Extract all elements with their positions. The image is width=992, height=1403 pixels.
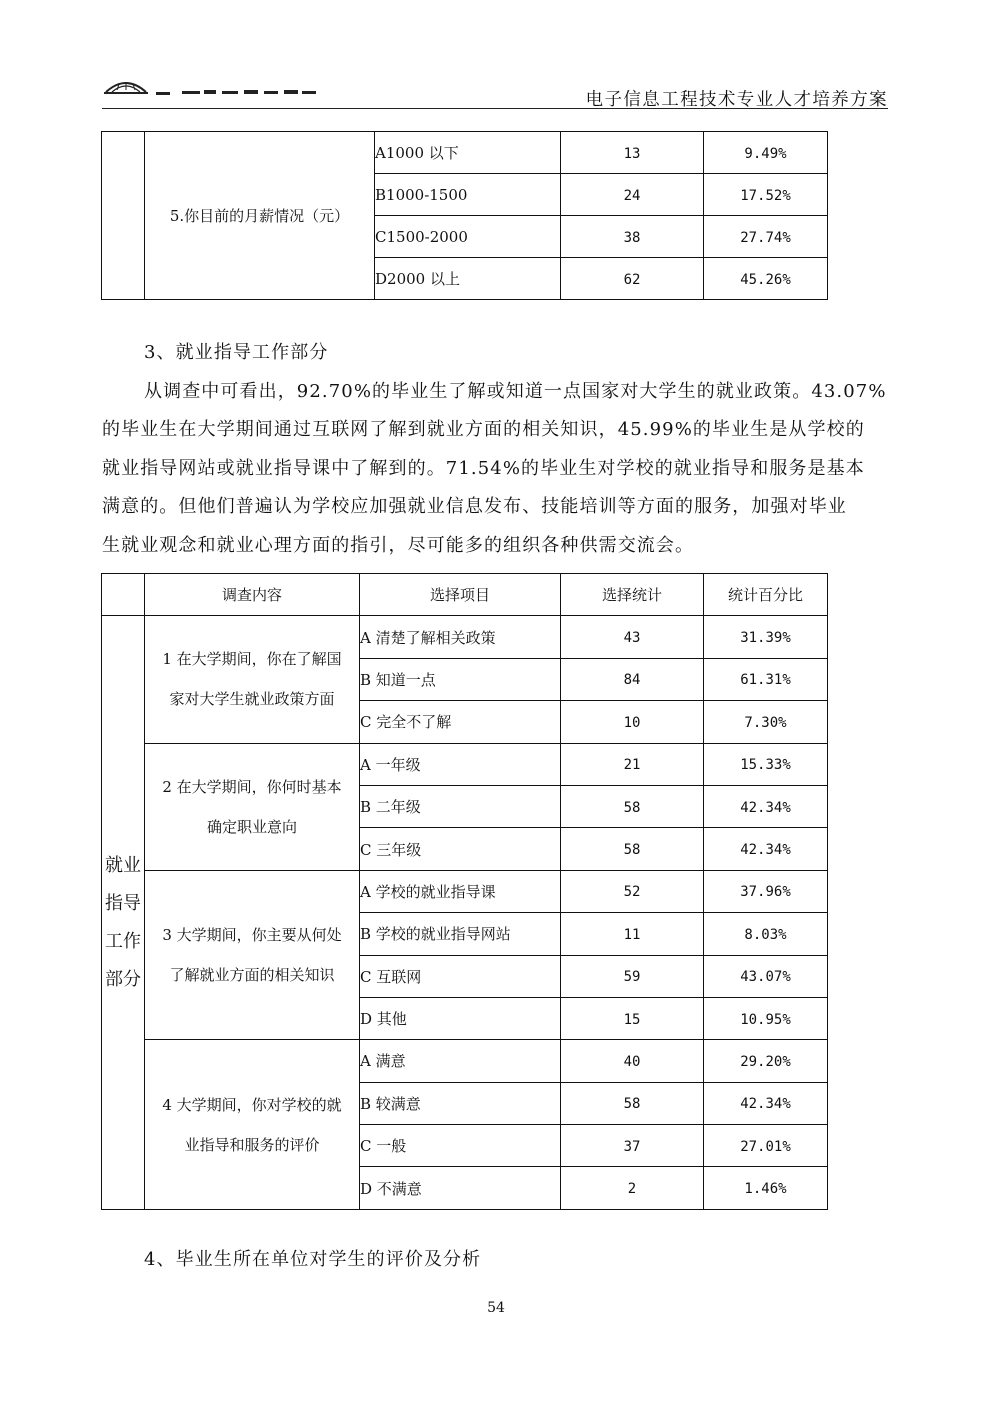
- question-line: 2 在大学期间，你何时基本: [162, 777, 342, 796]
- question-line: 家对大学生就业政策方面: [169, 690, 335, 709]
- percent-cell: [704, 913, 828, 955]
- count-cell: [561, 955, 704, 997]
- option-cell: B 学校的就业指导网站: [360, 913, 561, 955]
- section-4-heading: 4、毕业生所在单位对学生的评价及分析: [144, 1249, 482, 1270]
- section-3-paragraph: [102, 373, 888, 566]
- table-row: [102, 616, 828, 658]
- category-cell: [102, 132, 145, 300]
- count-value: 52: [623, 884, 641, 901]
- option-cell: D 不满意: [360, 1167, 561, 1209]
- option-cell: D2000 以上: [375, 258, 561, 300]
- paragraph-line: 从调查中可看出，92.70%的毕业生了解或知道一点国家对大学生的就业政策。43.07%: [144, 380, 887, 402]
- count-value: 58: [623, 1096, 641, 1113]
- percent-cell: [704, 1167, 828, 1209]
- percent-value: 27.74%: [740, 229, 791, 246]
- count-cell: [561, 743, 704, 785]
- count-value: 84: [623, 672, 641, 689]
- option-cell: A 一年级: [360, 743, 561, 785]
- count-cell: [561, 870, 704, 912]
- option-cell: C1500-2000: [375, 216, 561, 258]
- column-header: 调查内容: [145, 574, 360, 616]
- count-value: 38: [623, 229, 641, 246]
- percent-cell: [704, 997, 828, 1039]
- count-cell: [561, 616, 704, 658]
- header-row: [102, 574, 828, 616]
- option-cell: A 学校的就业指导课: [360, 870, 561, 912]
- paragraph-line: 的毕业生在大学期间通过互联网了解到就业方面的相关知识，45.99%的毕业生是从学校的: [102, 419, 865, 440]
- percent-value: 42.34%: [740, 842, 791, 859]
- category-text: 就业: [105, 854, 141, 876]
- category-text: 指导: [105, 892, 141, 914]
- percent-value: 27.01%: [740, 1138, 791, 1155]
- count-value: 24: [623, 187, 641, 204]
- section-3: [102, 334, 888, 565]
- count-cell: [561, 1125, 704, 1167]
- guidance-survey-table: [101, 573, 828, 1210]
- count-cell: [561, 913, 704, 955]
- section-4: [102, 1241, 888, 1280]
- column-header: 统计百分比: [704, 574, 828, 616]
- option-cell: D 其他: [360, 997, 561, 1039]
- percent-cell: [704, 1082, 828, 1124]
- percent-value: 7.30%: [744, 714, 787, 731]
- option-cell: C 一般: [360, 1125, 561, 1167]
- page-number: 54: [487, 1300, 505, 1316]
- count-cell: [561, 1167, 704, 1209]
- option-cell: B 知道一点: [360, 658, 561, 700]
- paragraph-line: 就业指导网站或就业指导课中了解到的。71.54%的毕业生对学校的就业指导和服务是基本: [102, 457, 865, 479]
- count-value: 37: [623, 1138, 641, 1155]
- percent-value: 42.34%: [740, 799, 791, 816]
- percent-value: 15.33%: [740, 757, 791, 774]
- category-cell: [102, 616, 145, 1209]
- percent-cell: [704, 955, 828, 997]
- question-line: 4 大学期间，你对学校的就: [162, 1095, 342, 1114]
- count-value: 11: [623, 926, 641, 943]
- count-cell: [561, 1082, 704, 1124]
- percent-value: 45.26%: [740, 271, 791, 288]
- salary-table: [101, 131, 828, 300]
- count-cell: [561, 785, 704, 827]
- section-3-heading: 3、就业指导工作部分: [144, 342, 329, 363]
- count-cell: [561, 132, 704, 174]
- count-value: 58: [623, 799, 641, 816]
- table-row: [102, 870, 828, 912]
- percent-value: 17.52%: [740, 187, 791, 204]
- table-row: [102, 1040, 828, 1082]
- count-value: 58: [623, 842, 641, 859]
- option-cell: A 清楚了解相关政策: [360, 616, 561, 658]
- option-cell: B 较满意: [360, 1082, 561, 1124]
- count-value: 40: [623, 1053, 641, 1070]
- percent-cell: [704, 785, 828, 827]
- percent-value: 43.07%: [740, 969, 791, 986]
- option-cell: B 二年级: [360, 785, 561, 827]
- column-header: 选择统计: [561, 574, 704, 616]
- option-cell: C 完全不了解: [360, 701, 561, 743]
- header-divider: [102, 108, 888, 109]
- option-cell: A 满意: [360, 1040, 561, 1082]
- question-cell: [145, 616, 360, 743]
- question-line: 1 在大学期间，你在了解国: [162, 650, 342, 669]
- school-logo: [104, 70, 324, 104]
- percent-cell: [704, 870, 828, 912]
- percent-cell: [704, 658, 828, 700]
- percent-value: 42.34%: [740, 1096, 791, 1113]
- count-value: 59: [623, 969, 641, 986]
- question-line: 3 大学期间，你主要从何处: [162, 926, 342, 945]
- count-cell: [561, 997, 704, 1039]
- paragraph-line: 满意的。但他们普遍认为学校应加强就业信息发布、技能培训等方面的服务，加强对毕业: [102, 496, 847, 517]
- count-value: 10: [623, 714, 641, 731]
- count-value: 2: [627, 1181, 637, 1198]
- count-cell: [561, 216, 704, 258]
- percent-cell: [704, 616, 828, 658]
- percent-cell: [704, 258, 828, 300]
- table-row: [102, 132, 828, 174]
- percent-cell: [704, 216, 828, 258]
- question-cell: [145, 870, 360, 1040]
- question-line: 了解就业方面的相关知识: [169, 966, 335, 985]
- percent-value: 37.96%: [740, 884, 791, 901]
- percent-cell: [704, 1040, 828, 1082]
- category-text: 部分: [105, 968, 141, 990]
- count-cell: [561, 701, 704, 743]
- percent-cell: [704, 743, 828, 785]
- option-cell: C 三年级: [360, 828, 561, 870]
- count-cell: [561, 174, 704, 216]
- header-blank-cell: [102, 574, 145, 616]
- count-cell: [561, 658, 704, 700]
- count-cell: [561, 1040, 704, 1082]
- count-value: 62: [623, 271, 641, 288]
- paragraph-line: 生就业观念和就业心理方面的指引，尽可能多的组织各种供需交流会。: [102, 534, 695, 556]
- option-cell: A1000 以下: [375, 132, 561, 174]
- school-logo-icon: [104, 70, 324, 104]
- option-cell: B1000-1500: [375, 174, 561, 216]
- option-cell: C 互联网: [360, 955, 561, 997]
- question-cell: 5.你目前的月薪情况（元）: [145, 132, 375, 300]
- percent-cell: [704, 701, 828, 743]
- column-header: 选择项目: [360, 574, 561, 616]
- question-line: 确定职业意向: [206, 817, 297, 836]
- percent-value: 10.95%: [740, 1011, 791, 1028]
- count-value: 43: [623, 630, 641, 647]
- percent-value: 8.03%: [744, 926, 787, 943]
- table-row: [102, 743, 828, 785]
- count-cell: [561, 828, 704, 870]
- count-cell: [561, 258, 704, 300]
- percent-cell: [704, 174, 828, 216]
- question-cell: [145, 1040, 360, 1210]
- count-value: 15: [623, 1011, 641, 1028]
- percent-value: 1.46%: [744, 1181, 787, 1198]
- percent-value: 31.39%: [740, 630, 791, 647]
- count-value: 13: [623, 145, 641, 162]
- guidance-table-body: [102, 574, 828, 1210]
- percent-cell: [704, 132, 828, 174]
- category-text: 工作: [105, 930, 141, 952]
- percent-value: 61.31%: [740, 672, 791, 689]
- percent-value: 9.49%: [744, 145, 787, 162]
- percent-cell: [704, 828, 828, 870]
- question-cell: [145, 743, 360, 870]
- percent-cell: [704, 1125, 828, 1167]
- document-title: 电子信息工程技术专业人才培养方案: [585, 90, 888, 110]
- percent-value: 29.20%: [740, 1053, 791, 1070]
- count-value: 21: [623, 757, 641, 774]
- salary-table-body: [102, 132, 828, 300]
- question-line: 业指导和服务的评价: [184, 1135, 320, 1154]
